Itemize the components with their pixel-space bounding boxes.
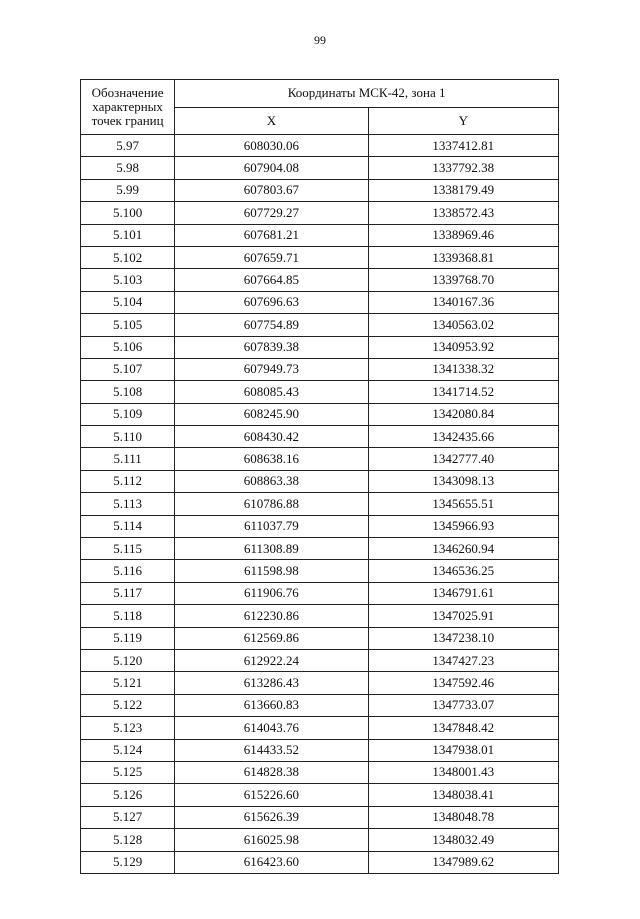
x-coordinate-cell: 612922.24	[175, 649, 368, 671]
x-coordinate-cell: 612230.86	[175, 605, 368, 627]
point-cell: 5.119	[81, 627, 175, 649]
table-row	[81, 627, 559, 649]
y-coordinate-cell: 1343098.13	[368, 470, 558, 492]
point-cell: 5.127	[81, 806, 175, 828]
x-coordinate-cell: 608638.16	[175, 448, 368, 470]
x-coordinate-cell: 610786.88	[175, 493, 368, 515]
header-x: X	[175, 107, 368, 135]
point-cell: 5.122	[81, 694, 175, 716]
table-row	[81, 582, 559, 604]
x-coordinate-cell: 611598.98	[175, 560, 368, 582]
x-coordinate-cell: 607904.08	[175, 157, 368, 179]
table-row	[81, 672, 559, 694]
y-coordinate-cell: 1342777.40	[368, 448, 558, 470]
point-cell: 5.112	[81, 470, 175, 492]
point-cell: 5.98	[81, 157, 175, 179]
table-row	[81, 403, 559, 425]
table-row	[81, 269, 559, 291]
x-coordinate-cell: 611906.76	[175, 582, 368, 604]
point-cell: 5.97	[81, 135, 175, 157]
x-coordinate-cell: 613286.43	[175, 672, 368, 694]
page-number: 99	[314, 33, 326, 47]
table-row	[81, 806, 559, 828]
y-coordinate-cell: 1342435.66	[368, 426, 558, 448]
x-coordinate-cell: 611037.79	[175, 515, 368, 537]
y-coordinate-cell: 1337412.81	[368, 135, 558, 157]
y-coordinate-cell: 1347989.62	[368, 851, 558, 873]
point-cell: 5.102	[81, 246, 175, 268]
point-cell: 5.99	[81, 179, 175, 201]
y-coordinate-cell: 1346260.94	[368, 538, 558, 560]
y-coordinate-cell: 1340953.92	[368, 336, 558, 358]
table-row	[81, 157, 559, 179]
y-coordinate-cell: 1347427.23	[368, 649, 558, 671]
point-cell: 5.108	[81, 381, 175, 403]
x-coordinate-cell: 607696.63	[175, 291, 368, 313]
header-point-designation: Обозначение характерных точек границ	[81, 80, 175, 135]
table-row	[81, 224, 559, 246]
table-row	[81, 761, 559, 783]
x-coordinate-cell: 607949.73	[175, 358, 368, 380]
x-coordinate-cell: 607839.38	[175, 336, 368, 358]
x-coordinate-cell: 607729.27	[175, 202, 368, 224]
point-cell: 5.115	[81, 538, 175, 560]
x-coordinate-cell: 614828.38	[175, 761, 368, 783]
point-cell: 5.125	[81, 761, 175, 783]
table-row	[81, 739, 559, 761]
table-row	[81, 717, 559, 739]
table-row	[81, 538, 559, 560]
table-row	[81, 426, 559, 448]
x-coordinate-cell: 608430.42	[175, 426, 368, 448]
x-coordinate-cell: 614433.52	[175, 739, 368, 761]
x-coordinate-cell: 615226.60	[175, 784, 368, 806]
point-cell: 5.128	[81, 829, 175, 851]
y-coordinate-cell: 1348032.49	[368, 829, 558, 851]
table-header	[81, 80, 559, 135]
point-cell: 5.110	[81, 426, 175, 448]
y-coordinate-cell: 1347733.07	[368, 694, 558, 716]
x-coordinate-cell: 607681.21	[175, 224, 368, 246]
table-row	[81, 381, 559, 403]
table-row	[81, 515, 559, 537]
point-cell: 5.103	[81, 269, 175, 291]
y-coordinate-cell: 1338572.43	[368, 202, 558, 224]
table-row	[81, 493, 559, 515]
x-coordinate-cell: 611308.89	[175, 538, 368, 560]
x-coordinate-cell: 607803.67	[175, 179, 368, 201]
y-coordinate-cell: 1345966.93	[368, 515, 558, 537]
table-row	[81, 448, 559, 470]
y-coordinate-cell: 1338179.49	[368, 179, 558, 201]
y-coordinate-cell: 1342080.84	[368, 403, 558, 425]
table-row	[81, 358, 559, 380]
table-body	[81, 135, 559, 874]
x-coordinate-cell: 607754.89	[175, 314, 368, 336]
y-coordinate-cell: 1345655.51	[368, 493, 558, 515]
x-coordinate-cell: 608030.06	[175, 135, 368, 157]
point-cell: 5.118	[81, 605, 175, 627]
x-coordinate-cell: 608085.43	[175, 381, 368, 403]
table-row	[81, 784, 559, 806]
x-coordinate-cell: 607664.85	[175, 269, 368, 291]
header-y: Y	[368, 107, 558, 135]
point-cell: 5.124	[81, 739, 175, 761]
point-cell: 5.100	[81, 202, 175, 224]
y-coordinate-cell: 1337792.38	[368, 157, 558, 179]
point-cell: 5.117	[81, 582, 175, 604]
point-cell: 5.116	[81, 560, 175, 582]
table-row	[81, 605, 559, 627]
point-cell: 5.101	[81, 224, 175, 246]
y-coordinate-cell: 1339368.81	[368, 246, 558, 268]
point-cell: 5.109	[81, 403, 175, 425]
table-row	[81, 202, 559, 224]
y-coordinate-cell: 1338969.46	[368, 224, 558, 246]
table-row	[81, 179, 559, 201]
point-cell: 5.114	[81, 515, 175, 537]
table-row	[81, 694, 559, 716]
point-cell: 5.129	[81, 851, 175, 873]
x-coordinate-cell: 608245.90	[175, 403, 368, 425]
y-coordinate-cell: 1347848.42	[368, 717, 558, 739]
y-coordinate-cell: 1341714.52	[368, 381, 558, 403]
y-coordinate-cell: 1348038.41	[368, 784, 558, 806]
point-cell: 5.113	[81, 493, 175, 515]
x-coordinate-cell: 615626.39	[175, 806, 368, 828]
x-coordinate-cell: 616423.60	[175, 851, 368, 873]
y-coordinate-cell: 1347238.10	[368, 627, 558, 649]
table-row	[81, 291, 559, 313]
y-coordinate-cell: 1339768.70	[368, 269, 558, 291]
table-row	[81, 649, 559, 671]
table-row	[81, 336, 559, 358]
y-coordinate-cell: 1346536.25	[368, 560, 558, 582]
point-cell: 5.106	[81, 336, 175, 358]
y-coordinate-cell: 1340563.02	[368, 314, 558, 336]
x-coordinate-cell: 608863.38	[175, 470, 368, 492]
point-cell: 5.107	[81, 358, 175, 380]
point-cell: 5.123	[81, 717, 175, 739]
x-coordinate-cell: 613660.83	[175, 694, 368, 716]
coordinates-table	[80, 79, 559, 874]
point-cell: 5.104	[81, 291, 175, 313]
y-coordinate-cell: 1348048.78	[368, 806, 558, 828]
x-coordinate-cell: 614043.76	[175, 717, 368, 739]
table-row	[81, 135, 559, 157]
y-coordinate-cell: 1348001.43	[368, 761, 558, 783]
y-coordinate-cell: 1346791.61	[368, 582, 558, 604]
table-row	[81, 829, 559, 851]
x-coordinate-cell: 612569.86	[175, 627, 368, 649]
table-row	[81, 314, 559, 336]
point-cell: 5.111	[81, 448, 175, 470]
point-cell: 5.120	[81, 649, 175, 671]
y-coordinate-cell: 1347938.01	[368, 739, 558, 761]
table-row	[81, 851, 559, 873]
y-coordinate-cell: 1347025.91	[368, 605, 558, 627]
y-coordinate-cell: 1341338.32	[368, 358, 558, 380]
table-row	[81, 246, 559, 268]
y-coordinate-cell: 1347592.46	[368, 672, 558, 694]
x-coordinate-cell: 607659.71	[175, 246, 368, 268]
point-cell: 5.126	[81, 784, 175, 806]
header-coordinates-group: Координаты МСК-42, зона 1	[175, 80, 559, 108]
x-coordinate-cell: 616025.98	[175, 829, 368, 851]
point-cell: 5.121	[81, 672, 175, 694]
table-row	[81, 560, 559, 582]
table-row	[81, 470, 559, 492]
y-coordinate-cell: 1340167.36	[368, 291, 558, 313]
point-cell: 5.105	[81, 314, 175, 336]
